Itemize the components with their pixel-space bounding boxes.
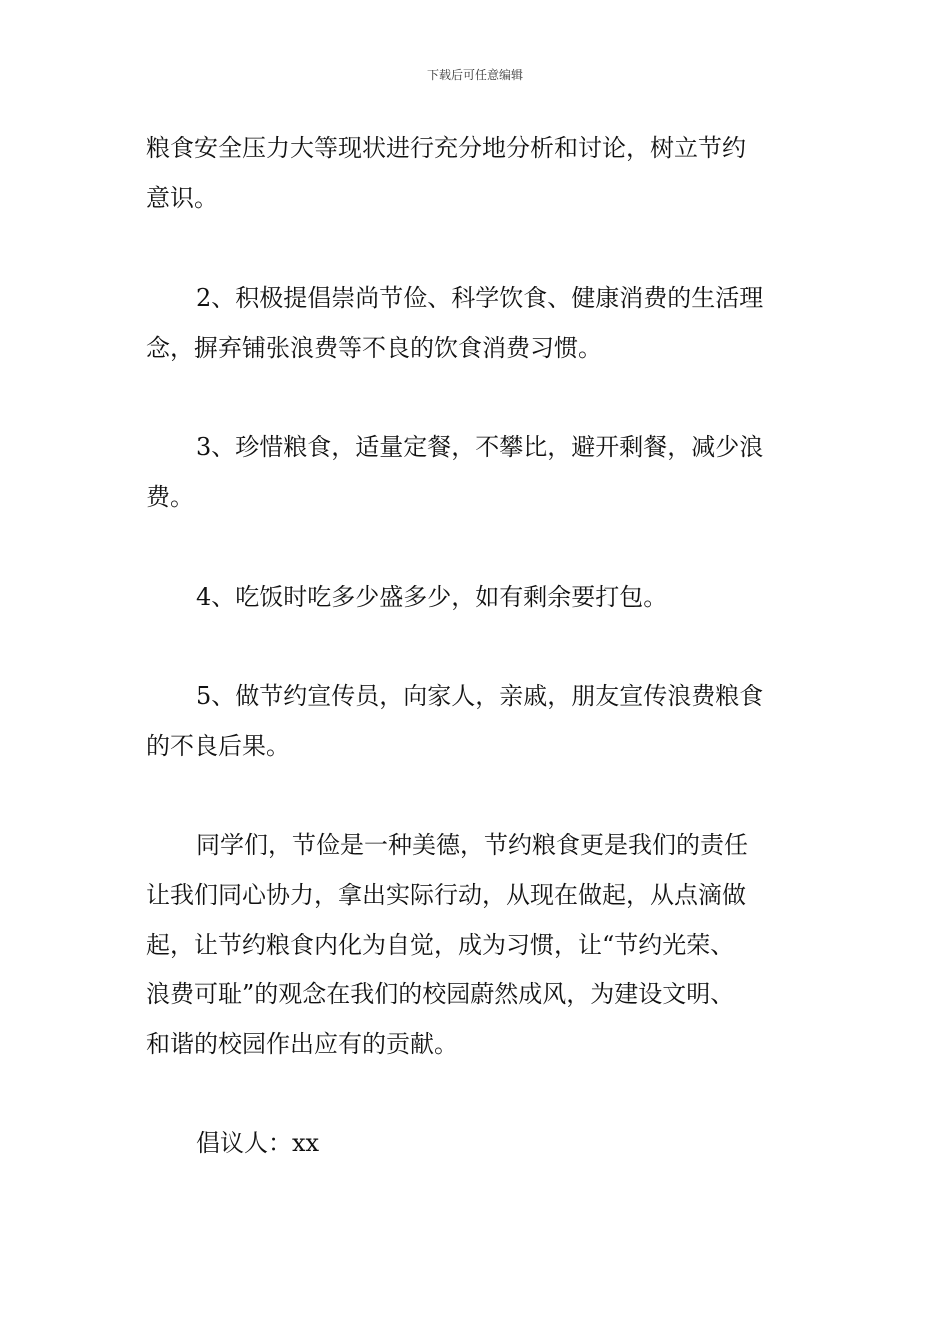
paragraph-line: 让我们同心协力，拿出实际行动，从现在做起，从点滴做 — [146, 881, 746, 909]
paragraph-line: 念，摒弃铺张浪费等不良的饮食消费习惯。 — [146, 334, 602, 362]
list-item-4: 4、吃饭时吃多少盛多少，如有剩余要打包。 — [196, 583, 668, 611]
paragraph-line: 和谐的校园作出应有的贡献。 — [146, 1030, 458, 1058]
closing-paragraph: 同学们，节俭是一种美德，节约粮食更是我们的责任 — [196, 831, 748, 859]
signature-line: 倡议人：xx — [196, 1129, 320, 1157]
list-item-3: 3、珍惜粮食，适量定餐，不攀比，避开剩餐，减少浪 — [196, 433, 764, 461]
paragraph-line: 费。 — [146, 483, 194, 511]
list-item-2: 2、积极提倡崇尚节俭、科学饮食、健康消费的生活理 — [196, 284, 764, 312]
paragraph-line: 意识。 — [146, 184, 218, 212]
paragraph-line: 粮食安全压力大等现状进行充分地分析和讨论，树立节约 — [146, 134, 746, 162]
paragraph-line: 浪费可耻”的观念在我们的校园蔚然成风，为建设文明、 — [146, 980, 735, 1008]
page-header: 下载后可任意编辑 — [426, 68, 523, 82]
paragraph-line: 的不良后果。 — [146, 732, 290, 760]
paragraph-line: 起，让节约粮食内化为自觉，成为习惯，让“节约光荣、 — [146, 931, 735, 959]
list-item-5: 5、做节约宣传员，向家人，亲戚，朋友宣传浪费粮食 — [196, 682, 764, 710]
